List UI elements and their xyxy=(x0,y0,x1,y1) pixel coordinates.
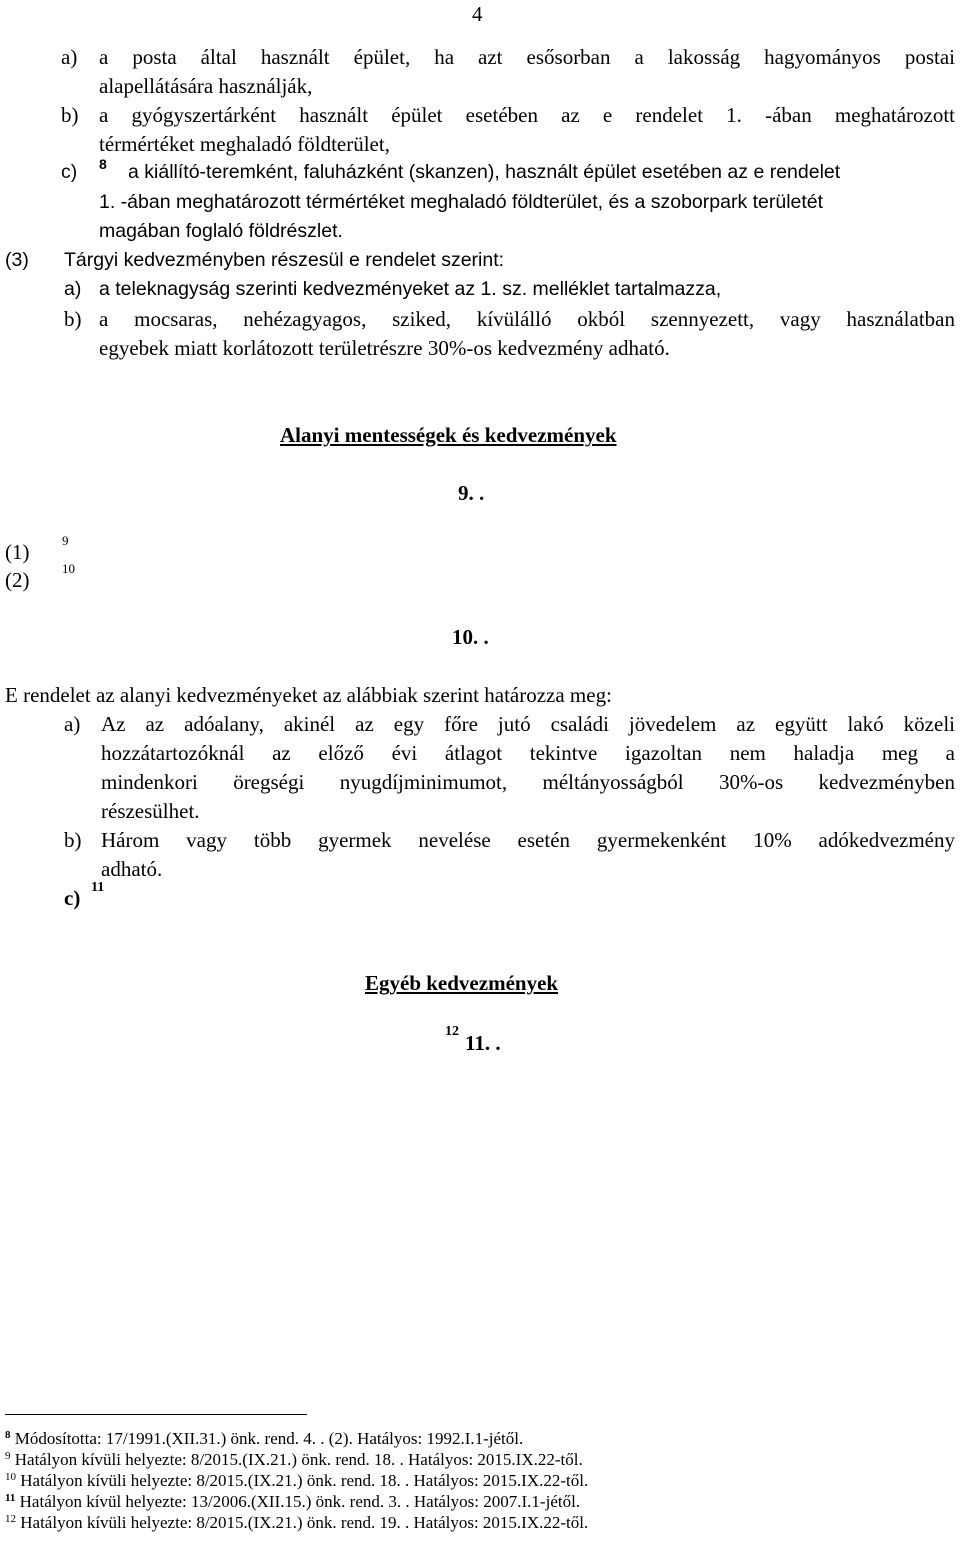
item-a-line2: alapellátására használják, xyxy=(99,74,313,98)
section-heading-personal: Alanyi mentességek és kedvezmények xyxy=(280,423,617,447)
footnote-ref-9: 9 xyxy=(62,533,69,548)
item-c-line3: magában foglaló földrészlet. xyxy=(99,220,343,242)
footnote-number: 8 xyxy=(5,1429,11,1441)
item-b-line2: térmértéket meghaladó földterület, xyxy=(99,132,390,156)
paragraph-9-item-2-label: (2) xyxy=(5,568,30,592)
footnote-separator xyxy=(5,1414,307,1415)
paragraph-10-a-label: a) xyxy=(64,712,81,736)
paragraph-10-b-line2: adható. xyxy=(101,857,163,881)
footnote-11 xyxy=(5,1493,580,1510)
section3-b-line1: a mocsaras, nehézagyagos, sziked, kívülálló okból szennyezett, vagy használatban xyxy=(99,307,955,331)
footnote-ref-8: 8 xyxy=(99,156,107,172)
paragraph-10-b-label: b) xyxy=(64,828,82,852)
paragraph-10-a-line1: Az az adóalany, akinél az egy főre jutó családi jövedelem az együtt lakó közeli xyxy=(101,712,955,736)
item-c-label: c) xyxy=(61,161,78,183)
item-b-line1: a gyógyszertárként használt épület esetében az e rendelet 1. -ában meghatározott xyxy=(99,103,955,127)
paragraph-9-item-1-label: (1) xyxy=(5,540,30,564)
paragraph-10-c-label: c) xyxy=(64,886,81,910)
page-number: 4 xyxy=(472,2,483,26)
footnote-number: 9 xyxy=(5,1450,11,1462)
footnote-ref-11: 11 xyxy=(91,880,105,895)
paragraph-9-title: 9. . xyxy=(458,481,485,505)
item-a-label: a) xyxy=(61,45,78,69)
paragraph-10-a-line3: mindenkori öregségi nyugdíjminimumot, méltányosságból 30%-os kedvezményben xyxy=(101,770,955,794)
footnote-text: Hatályon kívüli helyezte: 8/2015.(IX.21.) önk. rend. 18. . Hatályos: 2015.IX.22-től. xyxy=(14,1450,583,1469)
footnote-text: Hatályon kívül helyezte: 13/2006.(XII.15.) önk. rend. 3. . Hatályos: 2007.I.1-jétől. xyxy=(19,1492,581,1511)
section3-b-label: b) xyxy=(64,307,82,331)
section3-b-line2: egyebek miatt korlátozott területrészre 30%-os kedvezmény adható. xyxy=(99,336,670,360)
paragraph-10-a-line4: részesülhet. xyxy=(101,799,200,823)
section3-intro: Tárgyi kedvezményben részesül e rendelet szerint: xyxy=(64,249,505,271)
section-heading-other: Egyéb kedvezmények xyxy=(365,971,559,995)
paragraph-10-title: 10. . xyxy=(452,625,489,649)
item-b-label: b) xyxy=(61,103,79,127)
footnote-ref-10: 10 xyxy=(62,561,75,576)
footnote-number: 10 xyxy=(5,1471,16,1483)
paragraph-10-b-line1: Három vagy több gyermek nevelése esetén gyermekenként 10% adókedvezmény xyxy=(101,828,955,852)
item-a-line1: a posta által használt épület, ha azt esősorban a lakosság hagyományos postai xyxy=(99,45,955,69)
section3-a-text: a teleknagyság szerinti kedvezményeket az 1. sz. melléklet tartalmazza, xyxy=(99,278,722,300)
paragraph-10-a-line2: hozzátartozóknál az előző évi átlagot tekintve igazoltan nem haladja meg a xyxy=(101,741,955,765)
paragraph-11-title: 11. . xyxy=(465,1031,501,1055)
item-c-line1: a kiállító-teremként, faluházként (skanzen), használt épület esetében az e rendelet xyxy=(128,161,841,183)
footnote-ref-12: 12 xyxy=(445,1024,459,1039)
section3-a-label: a) xyxy=(64,278,82,300)
item-c-line2: 1. -ában meghatározott térmértéket meghaladó földterület, és a szoborpark területét xyxy=(99,191,824,213)
footnote-12 xyxy=(5,1514,588,1531)
footnote-text: Módosította: 17/1991.(XII.31.) önk. rend. 4. . (2). Hatályos: 1992.I.1-jétől. xyxy=(14,1429,524,1448)
footnote-10 xyxy=(5,1472,588,1489)
paragraph-10-intro: E rendelet az alanyi kedvezményeket az alábbiak szerint határozza meg: xyxy=(5,683,612,707)
section3-label: (3) xyxy=(5,249,29,271)
footnote-number: 11 xyxy=(5,1492,16,1504)
footnote-text: Hatályon kívüli helyezte: 8/2015.(IX.21.) önk. rend. 19. . Hatályos: 2015.IX.22-től. xyxy=(20,1513,589,1532)
footnote-9 xyxy=(5,1451,583,1468)
footnote-8 xyxy=(5,1430,523,1447)
footnote-text: Hatályon kívüli helyezte: 8/2015.(IX.21.) önk. rend. 18. . Hatályos: 2015.IX.22-től. xyxy=(20,1471,589,1490)
footnote-number: 12 xyxy=(5,1513,16,1525)
